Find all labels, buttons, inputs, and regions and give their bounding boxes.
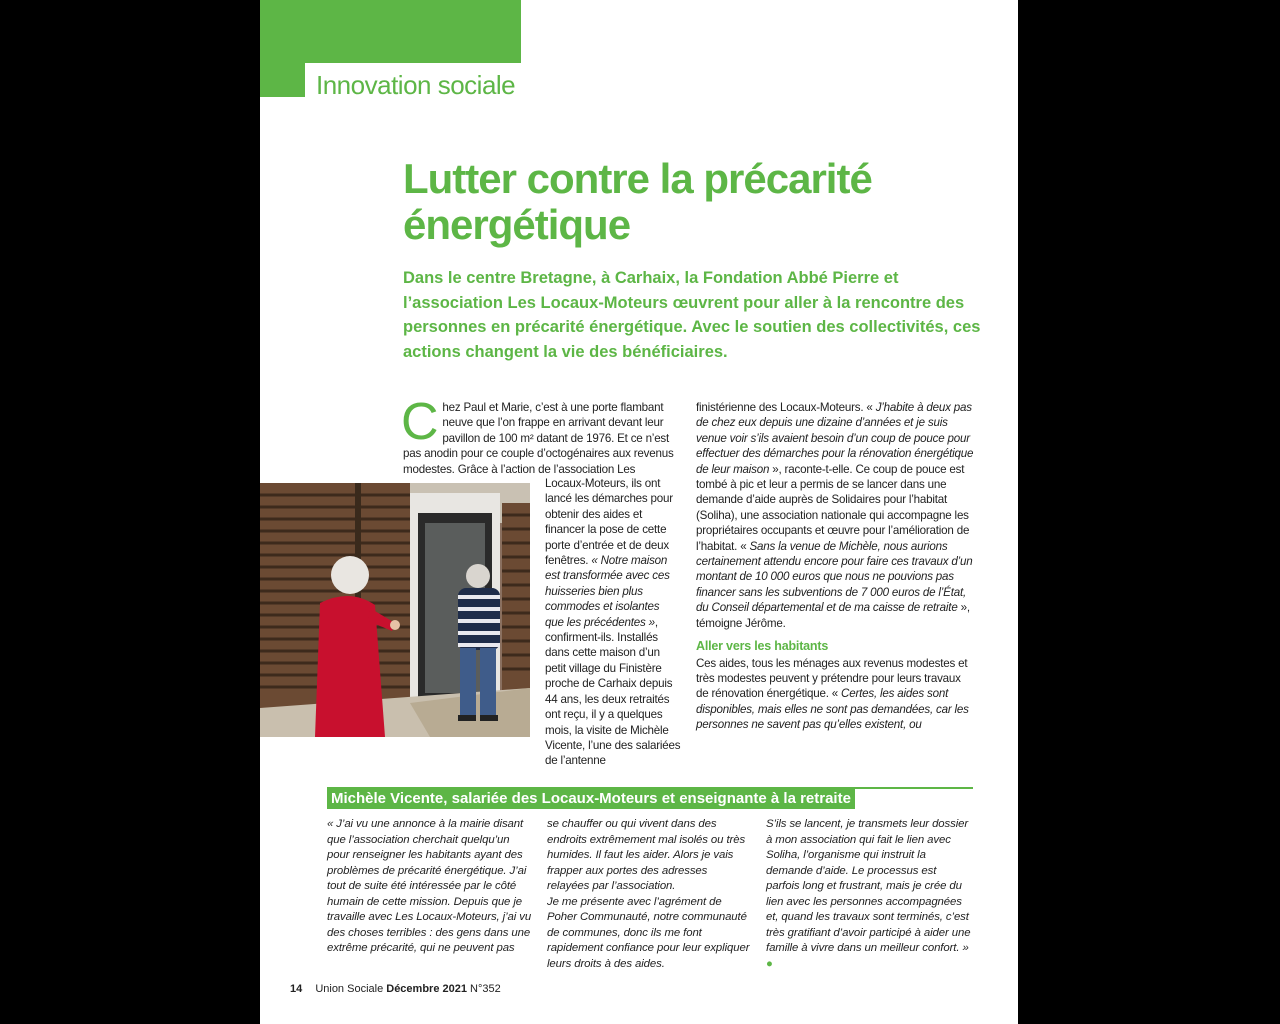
- col2-quote-1: J’habite à deux pas de chez eux depuis une dizaine d’années et je suis venue voir s’ils avaient besoin d’un coup de pouce pour effectuer des démarches pour la rénovation énergétique de leur maison: [696, 401, 974, 476]
- title-line-1: Lutter contre la précarité: [403, 155, 872, 202]
- box-col-2-text-a: se chauffer ou qui vivent dans des endroits extrêmement mal isolés ou très humides. Il faut les aider. Alors je vais frapper aux portes des adresses relayées par l’association.: [547, 818, 746, 892]
- issue-date: Décembre 2021: [386, 983, 467, 995]
- magazine-page: [260, 0, 1018, 1024]
- column-1-narrow-text-a: Locaux-Moteurs, ils ont lancé les démarches pour obtenir des aides et financer la pose de cette porte d’entrée et de deux fenêtres.: [545, 477, 673, 568]
- issue-number: N°352: [470, 983, 501, 995]
- section-label: Innovation sociale: [316, 70, 516, 100]
- title-line-2: énergétique: [403, 201, 631, 248]
- box-column-2: [547, 817, 752, 972]
- box-col-2-text-b: Je me présente avec l’agrément de Poher Communauté, notre communauté de communes, donc ils me font rapidement confiance pour leur expliquer leurs droits à des aides.: [547, 895, 750, 970]
- column-1-narrow-text: [545, 476, 681, 769]
- box-title: Michèle Vicente, salariée des Locaux-Moteurs et enseignante à la retraite: [327, 789, 855, 809]
- drop-cap: C: [401, 393, 439, 451]
- page-number: 14: [290, 983, 303, 995]
- box-column-1: [327, 817, 532, 957]
- page-footer: [290, 983, 501, 995]
- column-1-text: hez Paul et Marie, c’est à une porte flambant neuve que l’on frappe en arrivant devant leur pavillon de 100 m² datant de 1976. Et ce n’est pas anodin pour ce couple d’octogénaires aux revenus modestes. Grâce à l’action de l’association Les: [403, 401, 674, 476]
- box-col-3-text: S’ils se lancent, je transmets leur dossier à mon association qui fait le lien avec Soliha, l’organisme qui instruit la demande d’aide. Le processus est parfois long et frustrant, mais je crée du lien avec les personnes accompagnées et, quand les travaux sont terminés, c’est très gratifiant d’avoir participé à aider une famille à vivre dans un meilleur confort. »: [766, 818, 971, 954]
- column-1-narrow-text-b: , confirment-ils. Installés dans cette maison d’un petit village du Finistère proche de Carhaix depuis 44 ans, les deux retraités ont reçu, il y a quelques mois, la visite de Michèle Vicente, l’une des salariées de l’antenne: [545, 615, 681, 768]
- article-title: [403, 156, 983, 248]
- box-col-1-text: « J’ai vu une annonce à la mairie disant que l’association cherchait quelqu’un pour renseigner les habitants ayant des problèmes de précarité énergétique. J’ai tout de suite été intéressée par le côté humain de cette mission. Depuis que je travaille avec Les Locaux-Moteurs, j’ai vu des choses terribles : des gens dans une extrême précarité, qui ne peuvent pas: [327, 818, 532, 954]
- column-1-top: [401, 393, 681, 477]
- column-1-narrow: [545, 476, 681, 769]
- publication-name: Union Sociale: [315, 983, 384, 995]
- photo-elderly-couple-at-door: [260, 483, 530, 737]
- article-lead: Dans le centre Bretagne, à Carhaix, la Fondation Abbé Pierre et l’association Les Locaux-Moteurs œuvrent pour aller à la rencontre des personnes en précarité énergétique. Avec le soutien des collectivités, ces actions changent la vie des bénéficiaires.: [403, 269, 981, 361]
- header-green-block: [260, 0, 521, 63]
- column-1-quote: « Notre maison est transformée avec ces huisseries bien plus commodes et isolantes que les précédentes »: [545, 554, 670, 629]
- article-photo: [260, 483, 530, 737]
- box-column-3: [766, 817, 971, 972]
- col2-text-1: finistérienne des Locaux-Moteurs. «: [696, 401, 876, 414]
- column-2: [696, 400, 974, 733]
- col2-text-3: », témoigne Jérôme.: [696, 601, 970, 630]
- column-2-para-2: [696, 656, 974, 733]
- box-col-3-paragraph: [766, 817, 971, 972]
- col2-quote-3: Certes, les aides sont disponibles, mais elles ne sont pas demandées, car les personnes ne savent pas qu’elles existent, ou: [696, 687, 969, 732]
- col2-text-2: », raconte-t-elle. Ce coup de pouce est tombé à pic et leur a permis de se lancer dans une demande d’aide auprès de Solidaires pour l’habitat (Soliha), une association nationale qui accompagne les propriétaires occupants et œuvre pour l’amélioration de l’habitat. «: [696, 462, 970, 553]
- subheading: Aller vers les habitants: [696, 639, 829, 654]
- col2-text-4: Ces aides, tous les ménages aux revenus modestes et très modestes peuvent y prétendre pour leurs travaux de rénovation énergétique. «: [696, 656, 968, 701]
- column-2-para-1: [696, 400, 974, 631]
- end-mark-icon: ●: [766, 957, 773, 970]
- col2-quote-2: Sans la venue de Michèle, nous aurions certainement attendu encore pour faire ces travaux d’un montant de 10 000 euros que nous ne pouvions pas financer sans les subventions de 7 000 euros de l’État, du Conseil départemental et de ma caisse de retraite: [696, 539, 973, 615]
- section-marker-bar: [260, 63, 305, 97]
